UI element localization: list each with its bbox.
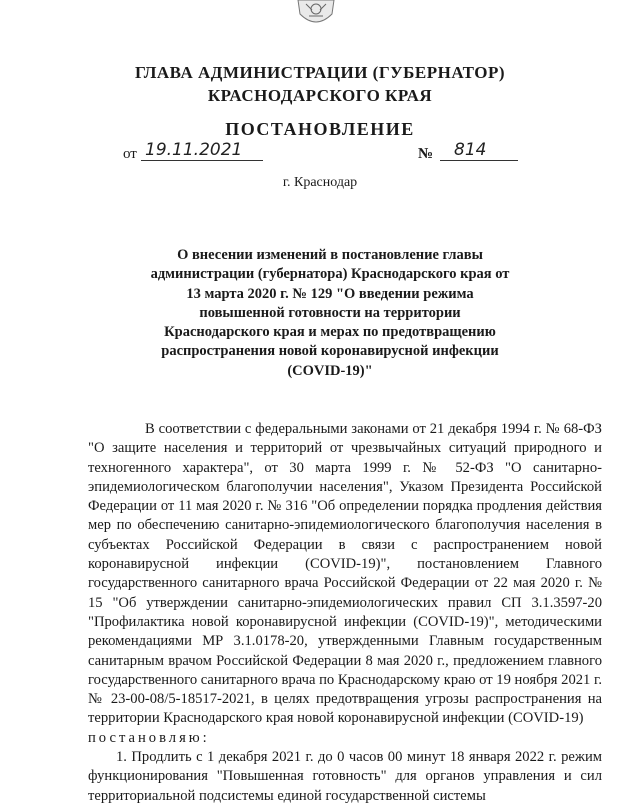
document-number: 814 <box>440 140 518 161</box>
preamble-paragraph: В соответствии с федеральными законами от 21 декабря 1994 г. № 68-ФЗ "О защите населения и территорий от чрезвычайных ситуаций природного и техногенного характера", от 30 марта 1999 г. № 52-ФЗ "О санитарно-эпидемиологическом благополучии населения", Указом Президента Российской Федерации от 11 мая 2020 г. № 316 "Об определении порядка продления действия мер по обеспечению санитарно-эпидемиологического благополучия населения в субъектах Российской Федерации в связи с распространением новой коронавирусной инфекции (COVID-19)", постановлением Главного государственного санитарного врача Российской Федерации от 22 мая 2020 г. № 15 "Об утверждении санитарно-эпидемиологических правил СП 3.1.3597-20 "Профилактика новой коронавирусной инфекции (COVID-19)", методическими рекомендациями МР 3.1.0178-20, утвержденными Главным государственным санитарным врачом Российской Федерации 8 мая 2020 г., предложением главного государственного санитарного врача по Краснодарскому краю от 19 ноября 2021 г. № 23-00-08/5-18517-2021, в целях предотвращения угрозы распространения на территории Краснодарского края новой коронавирусной инфекции (COVID-19) <box>88 421 602 727</box>
document-type-title: ПОСТАНОВЛЕНИЕ <box>225 119 415 139</box>
document-date: 19.11.2021 <box>141 140 263 161</box>
date-prefix: от <box>123 146 137 162</box>
document-body <box>88 420 602 806</box>
resolve-word: постановляю: <box>88 729 210 746</box>
coat-of-arms-emblem <box>292 0 340 30</box>
issuer-line-2: КРАСНОДАРСКОГО КРАЯ <box>207 86 433 105</box>
item-1-paragraph: 1. Продлить с 1 декабря 2021 г. до 0 часов 00 минут 18 января 2022 г. режим функционирования "Повышенная готовность" для органов управления и сил территориальной подсистемы единой государственной системы <box>88 749 602 804</box>
issuer-line-1: ГЛАВА АДМИНИСТРАЦИИ (ГУБЕРНАТОР) <box>134 63 505 82</box>
document-city: г. Краснодар <box>282 175 358 190</box>
number-prefix: № <box>418 146 434 162</box>
document-subject: О внесении изменений в постановление главы администрации (губернатора) Краснодарского края от 13 марта 2020 г. № 129 "О введении режима повышенной готовности на территории Краснодарского края и мерах по предотвращению распространения новой коронавирусной инфекции (COVID-19)" <box>150 247 510 379</box>
